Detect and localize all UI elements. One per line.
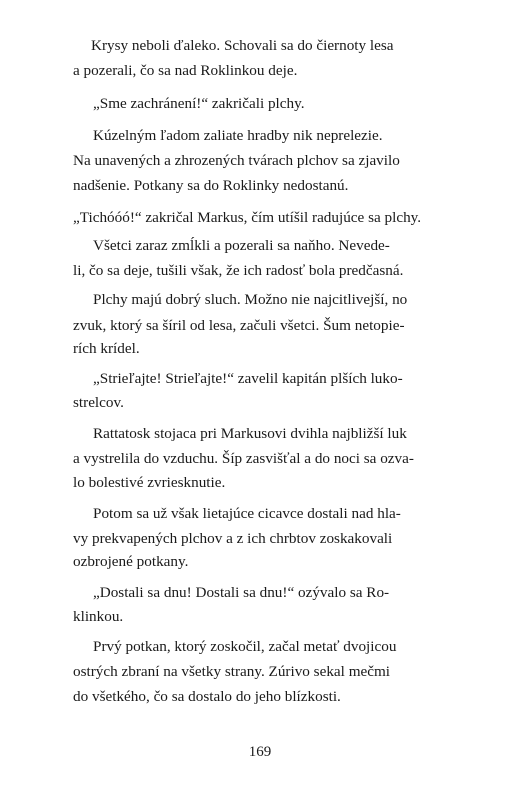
text-line: Krysy neboli ďaleko. Schovali sa do čiernoty lesa (91, 37, 394, 54)
text-line: zvuk, ktorý sa šíril od lesa, začuli všetci. Šum netopie- (73, 317, 405, 334)
text-line: a vystrelila do vzduchu. Šíp zasvišťal a do noci sa ozva- (73, 450, 414, 467)
text-line: „Tichóóó!“ zakričal Markus, čím utíšil radujúce sa plchy. (73, 209, 422, 226)
text-line: „Strieľajte! Strieľajte!“ zavelil kapitán plších luko- (93, 370, 403, 387)
text-line: Všetci zaraz zmĺkli a pozerali sa naňho. Nevede- (93, 237, 390, 254)
text-line: ostrých zbraní na všetky strany. Zúrivo sekal mečmi (73, 663, 391, 680)
text-line: Potom sa už však lietajúce cicavce dostali nad hla- (93, 505, 401, 522)
text-line: li, čo sa deje, tušili však, že ich radosť bola predčasná. (73, 262, 404, 279)
text-line: Plchy majú dobrý sluch. Možno nie najcitlivejší, no (93, 291, 408, 308)
text-line: klinkou. (73, 608, 124, 625)
text-line: rích krídel. (73, 340, 140, 357)
text-line: vy prekvapených plchov a z ich chrbtov zoskakovali (73, 530, 393, 547)
text-line: lo bolestivé zvriesknutie. (73, 474, 226, 491)
text-line: Kúzelným ľadom zaliate hradby nik neprelezie. (93, 127, 383, 144)
text-line: ozbrojené potkany. (73, 553, 189, 570)
text-line: „Dostali sa dnu! Dostali sa dnu!“ ozývalo sa Ro- (93, 584, 390, 601)
text-line: Na unavených a zhrozených tvárach plchov sa zjavilo (73, 152, 400, 169)
text-line: nadšenie. Potkany sa do Roklinky nedostanú. (73, 177, 349, 194)
text-line: strelcov. (73, 394, 124, 411)
text-line: Prvý potkan, ktorý zoskočil, začal metať dvojicou (93, 638, 397, 655)
text-line: a pozerali, čo sa nad Roklinkou deje. (73, 62, 298, 79)
text-line: do všetkého, čo sa dostalo do jeho blízkosti. (73, 688, 341, 705)
text-line: „Sme zachránení!“ zakričali plchy. (93, 95, 305, 112)
page-number: 169 (248, 744, 272, 760)
text-line: Rattatosk stojaca pri Markusovi dvihla najbližší luk (93, 425, 407, 442)
